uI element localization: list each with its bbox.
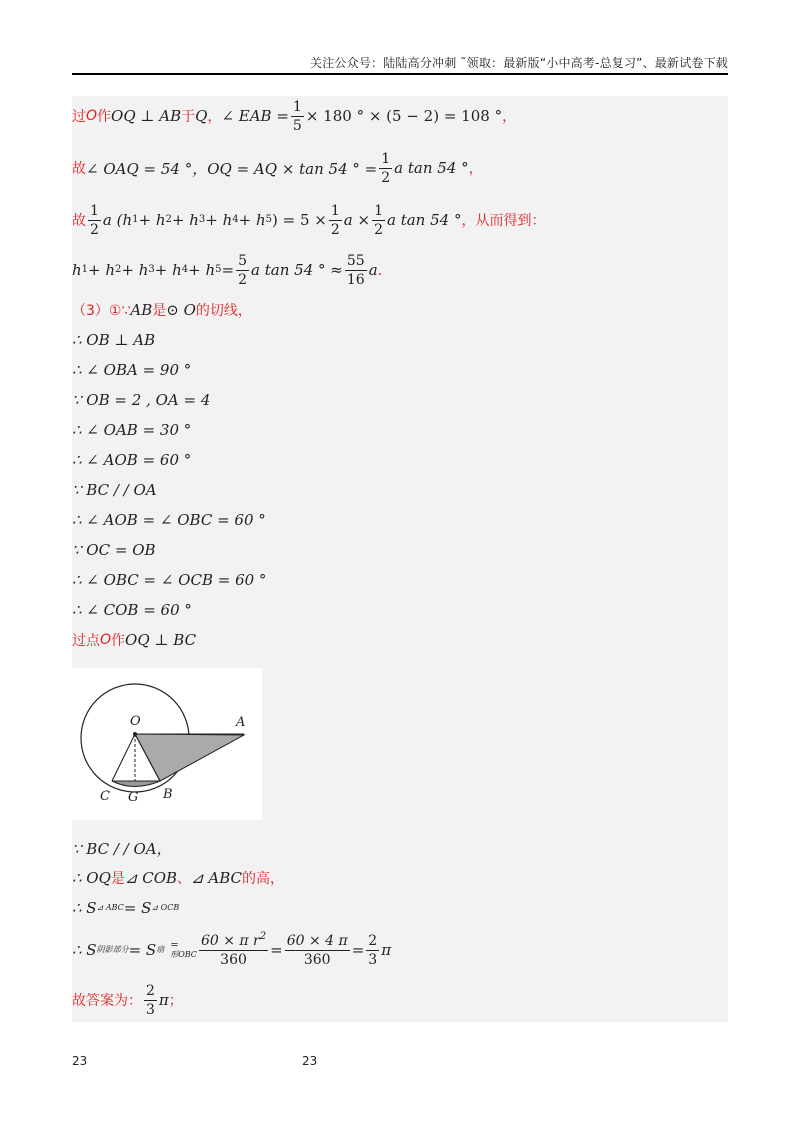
- math-a: a: [368, 261, 378, 279]
- line-5: [72, 298, 252, 322]
- label-c: C: [100, 789, 110, 804]
- fraction-1-2: [88, 204, 101, 237]
- line-9: ∴ ∠ OAB = 30 °: [72, 421, 192, 439]
- fraction-55-16: [345, 254, 367, 287]
- fraction-denominator: 2: [330, 221, 340, 238]
- line-4: h 1 + h 2 + h 3 + h 4 + h 5 = $\frac{5}{2}$ a tan 54 ° ≈ $\frac{55}{16}$ a ．: [72, 252, 392, 288]
- math-s: ∴ S: [72, 899, 97, 917]
- fraction-denominator: 2: [238, 271, 248, 288]
- math-circle-o: ⊙ O: [166, 301, 196, 319]
- math-h-term: + h: [238, 211, 266, 229]
- math-angle-eab: ∠ EAB =: [221, 107, 289, 125]
- text-gu: 故: [72, 161, 86, 177]
- sector-label: [170, 941, 197, 959]
- math-equals: =: [170, 940, 179, 951]
- text-answer: 故答案为：: [72, 993, 142, 1009]
- line-12: ∴ ∠ AOB = ∠ OBC = 60 °: [72, 511, 266, 529]
- fraction-denominator: 360: [220, 951, 247, 968]
- page-number-left: 23: [72, 1054, 88, 1068]
- fraction-numerator: 2: [146, 982, 155, 999]
- header-rule: [72, 73, 728, 75]
- math-h-term: + h: [154, 261, 182, 279]
- fraction-numerator: 1: [374, 202, 383, 219]
- line-20: ∴ S 阴影部分 = S 扇 = 形OBC $\frac{60 \times \pi r^2}{360}$ = $\frac{60 \times 4 \pi}{360}$ = $\frac{2}{3}$ π: [72, 930, 392, 968]
- line-10: ∴ ∠ AOB = 60 °: [72, 451, 192, 469]
- line-11: ∵ BC / / OA: [72, 481, 157, 499]
- math-equals-s: = S: [128, 941, 157, 959]
- text-comma: ，: [468, 161, 483, 177]
- math-oq: ∴ OQ: [72, 869, 111, 887]
- circle-diagram: [72, 668, 262, 820]
- label-b: B: [163, 787, 173, 802]
- line-16: [72, 628, 196, 652]
- line-15: ∴ ∠ COB = 60 °: [72, 601, 192, 619]
- text-shi: 是: [152, 303, 167, 319]
- fraction-numerator: 1: [330, 202, 340, 219]
- math-a-tan54-approx: a tan 54 ° ≈: [251, 261, 343, 279]
- fraction-area-r: [199, 930, 268, 968]
- line-8: ∵ OB = 2 , OA = 4: [72, 391, 211, 409]
- math-eab-value: × 180 ° × (5 − 2) = 108 °: [305, 107, 503, 125]
- fraction-1-5: [291, 100, 304, 133]
- math-equals: =: [221, 261, 235, 279]
- math-oq-perp-bc: OQ ⊥ BC: [125, 631, 197, 649]
- math-h-term: + h: [88, 261, 116, 279]
- text-height: 的高，: [242, 871, 284, 887]
- fraction-denominator: 16: [346, 271, 365, 288]
- math-triangle-cob: ⊿ COB: [124, 869, 178, 887]
- text-comma: ，: [207, 109, 222, 125]
- fraction-numerator: 55: [346, 252, 365, 269]
- fraction-numerator: 1: [292, 98, 302, 115]
- text-o: O: [100, 632, 112, 648]
- text-gu: 故: [72, 213, 86, 229]
- text-tangent: 的切线，: [195, 303, 252, 319]
- header-text: 关注公众号：陆陆高分冲刺 ˜领取：最新版“小中高考-总复习”、最新试卷下载: [310, 56, 728, 70]
- geometry-figure: [72, 668, 262, 820]
- fraction-1-2: [372, 204, 385, 237]
- superscript: 2: [259, 930, 267, 942]
- math-h-term: + h: [171, 211, 199, 229]
- fraction-denominator: 3: [146, 1001, 155, 1018]
- math-equals-s: = S: [123, 899, 152, 917]
- label-g: G: [128, 790, 139, 805]
- solution-content: [72, 96, 728, 1022]
- line-18: [72, 866, 284, 890]
- text-yu: 于: [181, 109, 196, 125]
- math-a-tan54: a tan 54 °: [387, 211, 462, 229]
- text-period: ．: [377, 263, 392, 279]
- fraction-1-2: [379, 152, 392, 185]
- label-a: A: [236, 715, 246, 730]
- math-a-tan54: a tan 54 °: [394, 159, 469, 177]
- math-triangle-abc: ⊿ ABC: [191, 869, 242, 887]
- fraction-numerator: 60 × 4 π: [286, 932, 348, 949]
- page-header: [72, 54, 728, 72]
- line-19: ∴ S ⊿ ABC = S ⊿ OCB: [72, 899, 180, 917]
- text-guo: 过: [72, 109, 86, 125]
- math-oaq: ∠ OAQ = 54 °，OQ = AQ × tan 54 ° =: [86, 159, 378, 178]
- math-equals: =: [351, 941, 365, 959]
- math-h-term: + h: [205, 211, 233, 229]
- math-s: ∴ S: [72, 941, 97, 959]
- fraction-numerator: 1: [90, 202, 99, 219]
- text-zuo: 作: [97, 109, 112, 125]
- fraction-denominator: 2: [381, 169, 391, 186]
- line-21: [72, 980, 183, 1020]
- math-h-term: + h: [188, 261, 216, 279]
- numerator-text: 60 × π r: [200, 932, 260, 949]
- text-o: O: [86, 108, 98, 124]
- line-13: ∵ OC = OB: [72, 541, 156, 559]
- math-equals: =: [270, 941, 283, 959]
- math-oq-perp-ab: OQ ⊥ AB: [111, 107, 182, 125]
- text-semicolon: ；: [168, 993, 183, 1009]
- fraction-2-3: [144, 984, 157, 1017]
- line-14: ∴ ∠ OBC = ∠ OCB = 60 °: [72, 571, 267, 589]
- fraction-denominator: 2: [374, 221, 383, 238]
- fraction-numerator: 1: [381, 150, 391, 167]
- text-part3: （3）①∵: [72, 303, 131, 319]
- line-2: [72, 148, 483, 188]
- fraction-5-2: [236, 254, 249, 287]
- fraction-denominator: 5: [292, 117, 302, 134]
- fraction-denominator: 2: [90, 221, 99, 238]
- fraction-1-2: [329, 204, 342, 237]
- math-h-term: + h: [121, 261, 149, 279]
- math-equals-5: ) = 5 ×: [272, 211, 327, 229]
- subscript-sector-obc: 形OBC: [170, 950, 197, 959]
- text-shi: 是: [110, 871, 125, 887]
- segment-oc: [112, 734, 135, 781]
- fraction-numerator: 5: [238, 252, 248, 269]
- fraction-area-4pi: [285, 934, 350, 967]
- math-pi: π: [381, 941, 392, 959]
- line-1: [72, 96, 516, 136]
- line-3: 故 $\frac{1}{2}$ a (h 1 + h 2 + h 3 + h 4 + h 5 ) = 5 × $\frac{1}{2}$ a × $\frac{1}{2}$ a tan 54 ° ，从而得到：: [72, 202, 546, 238]
- math-h-term: + h: [138, 211, 166, 229]
- fraction-numerator: [199, 930, 268, 951]
- line-6: ∴ OB ⊥ AB: [72, 331, 156, 349]
- fraction-denominator: 3: [368, 951, 378, 968]
- page-number-center: 23: [302, 1054, 318, 1068]
- math-a-times: a ×: [343, 211, 371, 229]
- shaded-segment: [112, 781, 160, 787]
- label-o: O: [130, 714, 141, 729]
- math-q: Q: [195, 107, 208, 125]
- point-o: [133, 732, 137, 736]
- text-guodian: 过点: [72, 633, 100, 649]
- shaded-triangle: [135, 734, 244, 781]
- text-dun: 、: [177, 871, 192, 887]
- text-comma: ，: [502, 109, 517, 125]
- math-h-sum: a (h: [102, 211, 133, 229]
- math-pi: π: [158, 991, 169, 1009]
- math-ab: AB: [130, 301, 153, 319]
- fraction-2-3: [366, 934, 379, 967]
- text-conclusion: ，从而得到：: [461, 213, 546, 229]
- fraction-numerator: 2: [368, 932, 378, 949]
- line-7: ∴ ∠ OBA = 90 °: [72, 361, 192, 379]
- fraction-denominator: 360: [303, 951, 331, 968]
- line-17: ∵ BC / / OA，: [72, 839, 172, 858]
- text-zuo: 作: [111, 633, 126, 649]
- math-h: h: [72, 261, 82, 279]
